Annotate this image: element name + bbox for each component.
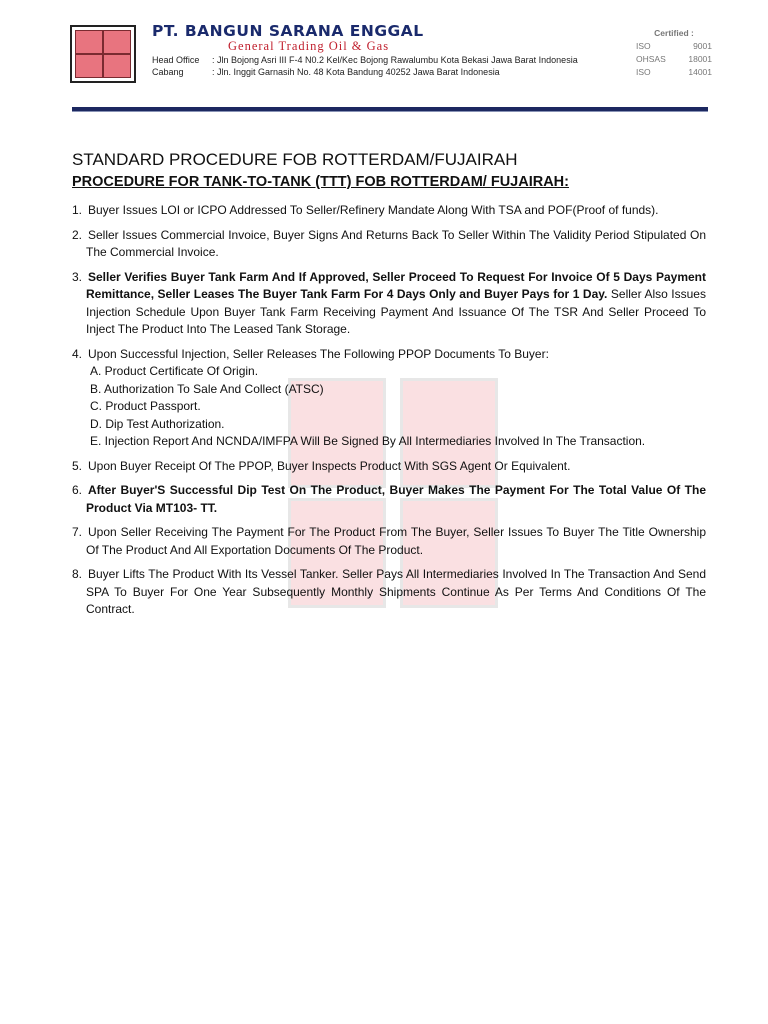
cert-name: ISO [636,67,651,77]
document-subtitle: PROCEDURE FOR TANK-TO-TANK (TTT) FOB ROTTERDAM/ FUJAIRAH: [72,174,569,190]
step-number: 7. [72,525,83,539]
branch-label: Cabang [152,67,184,77]
step-text: Upon Seller Receiving The Payment For The Product From The Buyer, Seller Issues To Buyer The Title Ownership Of The Product And All Exportation Documents Of The Product. [86,525,706,557]
step-text: Seller Issues Commercial Invoice, Buyer Signs And Returns Back To Seller Within The Validity Period Stipulated On The Commercial Invoice. [86,227,706,259]
cert-name: OHSAS [636,54,666,64]
sub-item: E. Injection Report And NCNDA/IMFPA Will Be Signed By All Intermediaries Involved In The Transaction. [90,434,646,448]
step-bold-text: After Buyer'S Successful Dip Test On The Product, Buyer Makes The Payment For The Total Value Of The Product Via MT103- TT. [86,483,706,515]
cert-name: ISO [636,41,651,51]
step-text: Upon Buyer Receipt Of The PPOP, Buyer Inspects Product With SGS Agent Or Equivalent. [88,458,571,473]
sub-item: A. Product Certificate Of Origin. [90,364,259,378]
step-text: Buyer Lifts The Product With Its Vessel Tanker. Seller Pays All Intermediaries Involved In The Transaction And Send SPA To Buyer For One Year Subsequently Monthly Shipments Continue As Per Terms And Conditions Of The Contract. [86,567,706,616]
header-divider [72,107,708,112]
document-body [72,148,706,626]
cert-row [636,53,712,66]
step-text: Seller Also Issues Injection Schedule Upon Buyer Tank Farm Receiving Payment And Issuance Of The TSR And Seller Proceed To Inject The Product Into The Leased Tank Storage. [86,287,706,336]
sub-item: D. Dip Test Authorization. [90,416,225,431]
branch-text: : Jln. Inggit Garnasih No. 48 Kota Bandung 40252 Jawa Barat Indonesia [212,67,500,77]
step-text: Buyer Issues LOI or ICPO Addressed To Seller/Refinery Mandate Along With TSA and POF(Proof of funds). [88,203,659,217]
step-number: 3. [72,269,83,284]
head-office-text: : Jln Bojong Asri III F-4 N0.2 Kel/Kec Bojong Rawalumbu Kota Bekasi Jawa Barat Indonesia [212,55,578,65]
cert-number: 14001 [688,67,712,77]
step-number: 6. [72,483,83,497]
step-number: 4. [72,346,83,361]
sub-item: B. Authorization To Sale And Collect (ATSC) [90,381,324,396]
step-item [72,482,706,517]
step-number: 5. [72,458,83,473]
branch-address [152,67,500,77]
step-item [72,458,706,476]
cert-row [636,66,712,79]
step-number: 1. [72,203,83,217]
step-number: 2. [72,227,83,242]
certification-box [636,27,712,79]
step-item [72,269,706,339]
company-tagline: General Trading Oil & Gas [228,39,390,53]
step-text: Upon Successful Injection, Seller Releases The Following PPOP Documents To Buyer: [88,346,549,361]
step-item [72,524,706,559]
step-number: 8. [72,567,83,581]
ppop-documents-list [86,363,706,451]
cert-number: 18001 [688,54,712,64]
certified-title: Certified : [654,28,694,38]
head-office-label: Head Office [152,55,200,65]
step-item [72,566,706,619]
company-logo [70,25,136,83]
step-item [72,346,706,451]
procedure-steps [72,202,706,619]
cert-number: 9001 [693,41,712,51]
head-office-address [152,55,578,65]
cert-row [636,40,712,53]
company-name: PT. BANGUN SARANA ENGGAL [152,22,424,40]
step-item [72,227,706,262]
sub-item: C. Product Passport. [90,399,201,413]
document-title: STANDARD PROCEDURE FOB ROTTERDAM/FUJAIRAH [72,150,518,169]
step-bold-text: Seller Verifies Buyer Tank Farm And If Approved, Seller Proceed To Request For Invoice Of 5 Days Payment Remittance, Seller Leases The Buyer Tank Farm For 4 Days Only and Buyer Pays for 1 Day. [86,269,706,301]
step-item [72,202,706,220]
